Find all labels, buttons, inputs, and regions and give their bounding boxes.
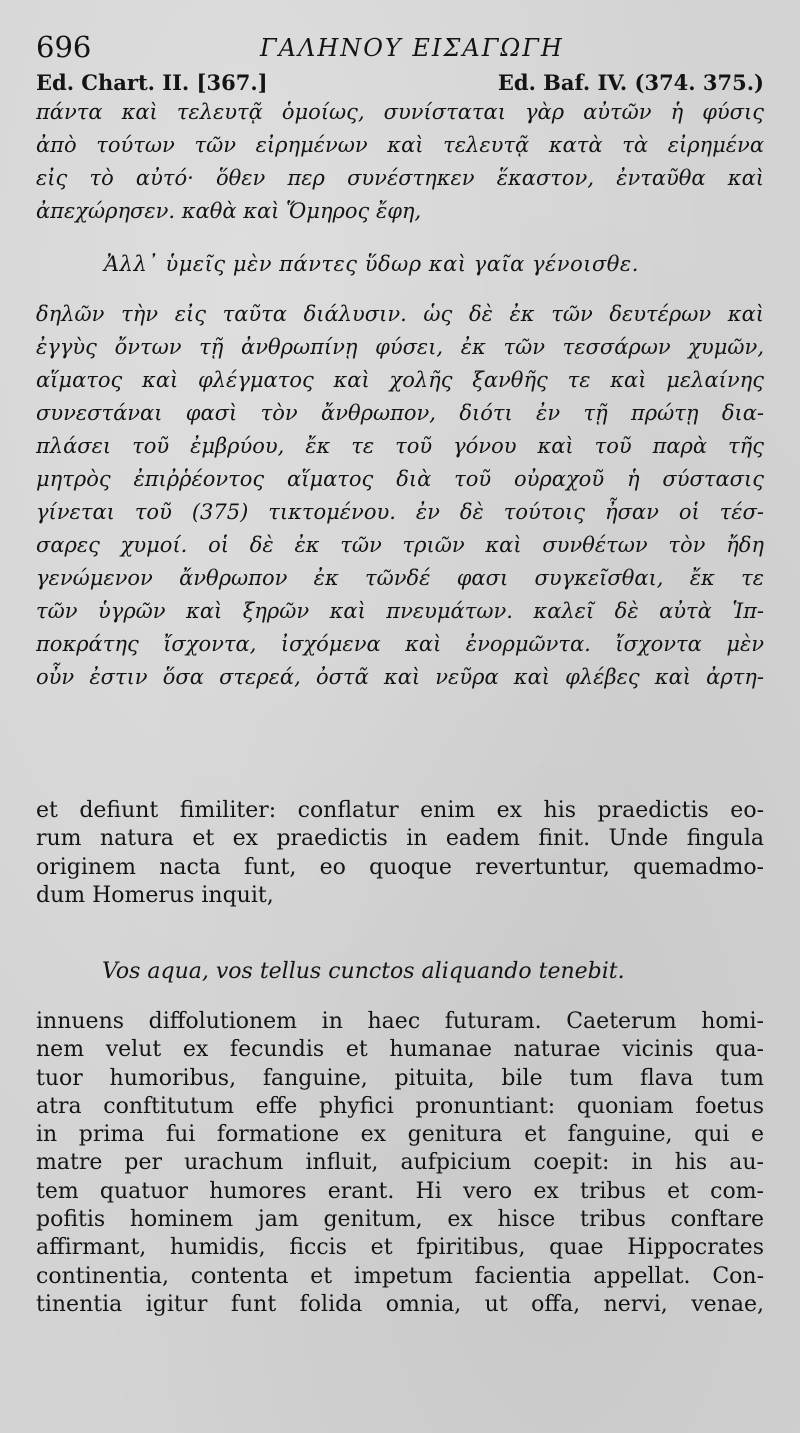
greek-line: εἰς τὸ αὐτό· ὅθεν περ συνέστηκεν ἕκαστον, ἐνταῦθα καὶ bbox=[36, 166, 764, 190]
latin-paragraph-1 bbox=[36, 797, 764, 910]
latin-line: innuens diffolutionem in haec futuram. Caeterum homi- bbox=[36, 1009, 764, 1034]
greek-line: οὖν ἐστιν ὅσα στερεά, ὀστᾶ καὶ νεῦρα καὶ φλέβες καὶ ἀρτη- bbox=[36, 665, 764, 689]
running-title: ΓΑΛΗΝΟΥ ΕΙΣΑΓΩΓΗ bbox=[260, 34, 564, 62]
latin-line: in prima fui formatione ex genitura et fanguine, qui e bbox=[36, 1122, 764, 1148]
latin-line: matre per urachum influit, aufpicium coepit: in his au- bbox=[36, 1150, 764, 1176]
greek-line: ποκράτης ἴσχοντα, ἰσχόμενα καὶ ἐνορμῶντα. ἴσχοντα μὲν bbox=[36, 632, 764, 656]
latin-line: pofitis hominem jam genitum, ex hisce tribus conftare bbox=[36, 1207, 764, 1233]
greek-line: πλάσει τοῦ ἐμβρύου, ἔκ τε τοῦ γόνου καὶ τοῦ παρὰ τῆς bbox=[36, 434, 764, 458]
greek-paragraph-1 bbox=[36, 96, 764, 228]
latin-line: continentia, contenta et impetum facientia appellat. Con- bbox=[36, 1263, 764, 1289]
greek-line: πάντα καὶ τελευτᾷ ὁμοίως, συνίσταται γὰρ αὐτῶν ἡ φύσις bbox=[36, 100, 764, 124]
greek-line: σαρες χυμοί. οἱ δὲ ἐκ τῶν τριῶν καὶ συνθέτων τὸν ἤδη bbox=[36, 533, 764, 557]
greek-line: γίνεται τοῦ (375) τικτομένου. ἐν δὲ τούτοις ἦσαν οἱ τέσ- bbox=[36, 500, 764, 524]
latin-line: originem nacta funt, eo quoque revertuntur, quemadmo- bbox=[36, 854, 764, 880]
latin-line: et defiunt fimiliter: conflatur enim ex his praedictis eo- bbox=[36, 798, 764, 823]
edition-basel-ref: Ed. Baf. IV. (374. 375.) bbox=[497, 70, 764, 95]
latin-line: nem velut ex fecundis et humanae naturae vicinis qua- bbox=[36, 1037, 764, 1063]
page-number: 696 bbox=[36, 30, 92, 64]
edition-chartier-ref: Ed. Chart. II. [367.] bbox=[36, 70, 268, 95]
greek-line: τῶν ὑγρῶν καὶ ξηρῶν καὶ πνευμάτων. καλεῖ δὲ αὐτὰ Ἱπ- bbox=[36, 599, 764, 623]
latin-line: affirmant, humidis, ficcis et fpiritibus, quae Hippocrates bbox=[36, 1235, 764, 1261]
greek-line: ἐγγὺς ὄντων τῇ ἀνθρωπίνῃ φύσει, ἐκ τῶν τεσσάρων χυμῶν, bbox=[36, 335, 764, 359]
latin-paragraph-2 bbox=[36, 1008, 764, 1319]
greek-line: συνεστάναι φασὶ τὸν ἄνθρωπον, διότι ἐν τῇ πρώτῃ δια- bbox=[36, 401, 764, 425]
page-header bbox=[36, 30, 764, 70]
greek-paragraph-2 bbox=[36, 298, 764, 694]
greek-line: ἀπεχώρησεν. καθὰ καὶ Ὅμηρος ἔφη, bbox=[36, 199, 422, 223]
latin-line: dum Homerus inquit, bbox=[36, 882, 274, 908]
latin-line: atra conftitutum effe phyfici pronuntiant: quoniam foetus bbox=[36, 1093, 764, 1119]
greek-line: μητρὸς ἐπιῤῥέοντος αἵματος διὰ τοῦ οὐραχοῦ ἡ σύστασις bbox=[36, 467, 764, 491]
latin-line: rum natura et ex praedictis in eadem finit. Unde fingula bbox=[36, 826, 764, 852]
latin-homer-quote: Vos aqua, vos tellus cunctos aliquando tenebit. bbox=[102, 959, 625, 984]
greek-line: ἀπὸ τούτων τῶν εἰρημένων καὶ τελευτᾷ κατὰ τὰ εἰρημένα bbox=[36, 133, 764, 157]
latin-line: tinentia igitur funt folida omnia, ut offa, nervi, venae, bbox=[36, 1291, 764, 1317]
latin-line: tem quatuor humores erant. Hi vero ex tribus et com- bbox=[36, 1178, 764, 1204]
greek-homer-quote: Ἀλλ᾽ ὑμεῖς μὲν πάντες ὕδωρ καὶ γαῖα γένοισθε. bbox=[104, 252, 639, 276]
latin-line: tuor humoribus, fanguine, pituita, bile tum flava tum bbox=[36, 1065, 764, 1091]
greek-line: γενώμενον ἄνθρωπον ἐκ τῶνδέ φασι συγκεῖσθαι, ἔκ τε bbox=[36, 566, 764, 590]
greek-line: αἵματος καὶ φλέγματος καὶ χολῆς ξανθῆς τε καὶ μελαίνης bbox=[36, 368, 764, 392]
greek-line: δηλῶν τὴν εἰς ταῦτα διάλυσιν. ὡς δὲ ἐκ τῶν δευτέρων καὶ bbox=[36, 302, 764, 326]
